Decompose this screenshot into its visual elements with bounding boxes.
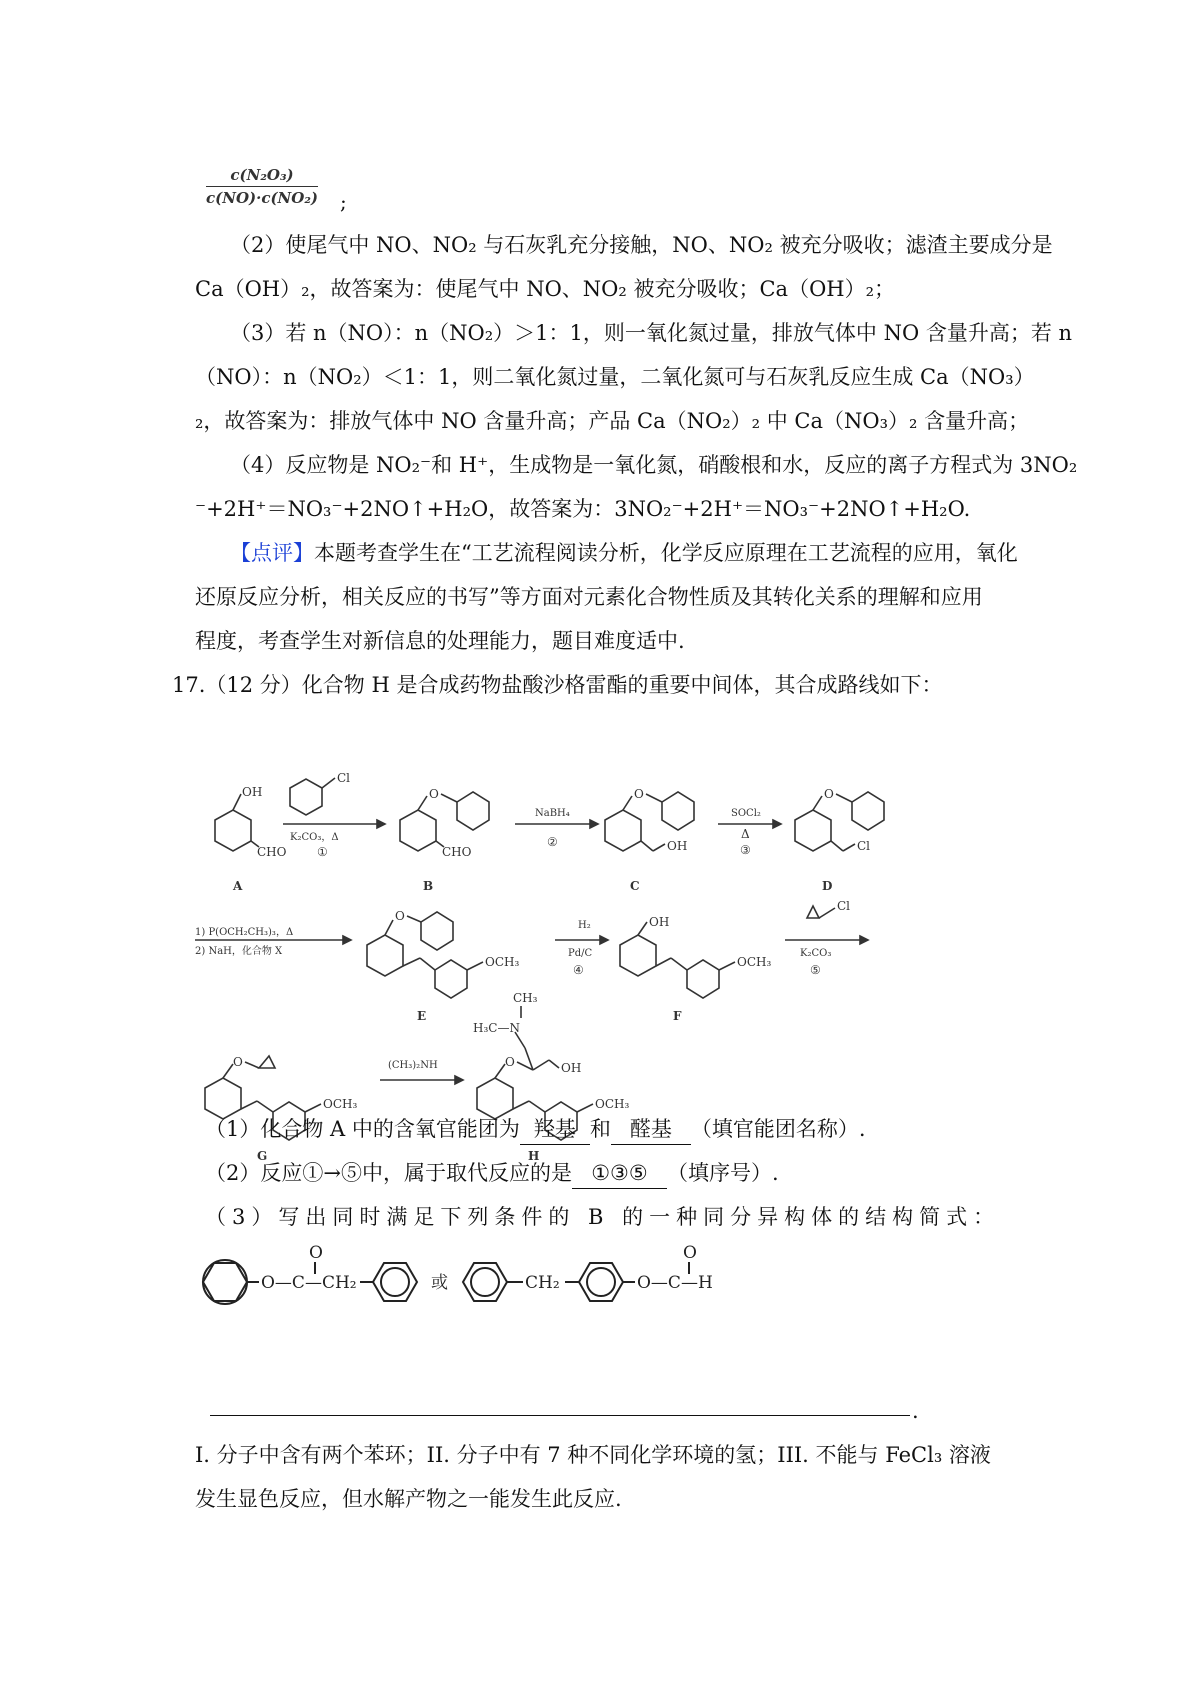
- step5-number: ⑤: [810, 963, 821, 977]
- label-d: D: [822, 879, 833, 893]
- step4-catalyst: Pd/C: [568, 948, 593, 959]
- compound-c: [605, 787, 694, 893]
- label-c: C: [630, 879, 640, 893]
- oh-label-a: OH: [242, 785, 263, 799]
- label-a: A: [233, 879, 243, 893]
- para2-line2: Ca（OH）₂，故答案为：使尾气中 NO、NO₂ 被充分吸收；Ca（OH）₂；: [195, 277, 896, 301]
- label-h: H: [528, 1149, 540, 1163]
- och3-label-h: OCH₃: [595, 1097, 630, 1111]
- compound-d: [795, 787, 884, 893]
- label-e: E: [417, 1009, 427, 1023]
- q17-header: 17.（12 分）化合物 H 是合成药物盐酸沙格雷酯的重要中间体，其合成路线如下：: [172, 673, 943, 697]
- stepE-line2: 2) NaH，化合物 X: [195, 946, 283, 957]
- step3-reagent: SOCl₂: [731, 808, 761, 819]
- och3-label-g: OCH₃: [323, 1097, 358, 1111]
- comment-line1: [230, 538, 1018, 568]
- arrow-step-e: [195, 927, 351, 957]
- arrow-step3: [718, 808, 781, 857]
- svg-text:O: O: [395, 909, 405, 923]
- synthesis-scheme: [195, 770, 915, 1165]
- fraction-semicolon: ;: [340, 190, 347, 214]
- answer-b-carbonyl-o: O: [683, 1243, 697, 1263]
- comment-line3: 程度，考查学生对新信息的处理能力，题目难度适中.: [195, 629, 685, 653]
- answer-a-chain: O—C—CH₂: [261, 1273, 357, 1293]
- para3-line2: （NO）：n（NO₂）＜1：1，则二氧化氮过量，二氧化氮可与石灰乳反应生成 Ca（NO₃）: [195, 365, 1035, 389]
- sub2-prefix: （2）反应①→⑤中，属于取代反应的是: [205, 1161, 572, 1185]
- step3-number: ③: [740, 843, 751, 857]
- answer-blank-line: [210, 1415, 910, 1416]
- compound-b: [400, 787, 489, 893]
- sub3-line: （3）写出同时满足下列条件的 B 的一种同分异构体的结构简式：: [205, 1205, 1001, 1229]
- compound-a: [215, 785, 287, 893]
- svg-text:O: O: [429, 787, 439, 801]
- svg-text:O: O: [824, 787, 834, 801]
- nme-label-h: H₃C—N: [473, 1021, 520, 1035]
- step1-number: ①: [317, 845, 328, 859]
- step2-number: ②: [547, 835, 558, 849]
- sub1-answer2: 醛基: [611, 1114, 691, 1145]
- para3-line3: ₂，故答案为：排放气体中 NO 含量升高；产品 Ca（NO₂）₂ 中 Ca（NO₃）₂ 含量升高；: [195, 409, 1030, 433]
- ch3-label-h: CH₃: [513, 991, 538, 1005]
- compound-g: [205, 1055, 357, 1163]
- step4-h2: H₂: [578, 920, 591, 931]
- answer-b-chain: O—C—H: [637, 1273, 713, 1293]
- arrow-step1: [283, 771, 385, 859]
- step5-reagent: K₂CO₃: [800, 948, 832, 959]
- condition-line1: I. 分子中含有两个苯环；II. 分子中有 7 种不同化学环境的氢；III. 不能与 FeCl₃ 溶液: [195, 1443, 991, 1467]
- oh-label-f: OH: [649, 915, 670, 929]
- compound-f: [620, 915, 771, 1023]
- sub2-line: [205, 1158, 779, 1189]
- condition-line2: 发生显色反应，但水解产物之一能发生此反应.: [195, 1487, 622, 1511]
- fraction-numerator: c(N₂O₃): [206, 166, 318, 187]
- equilibrium-fraction: [206, 166, 318, 207]
- para2-line1: （2）使尾气中 NO、NO₂ 与石灰乳充分接触，NO、NO₂ 被充分吸收；滤渣主要成分是: [230, 233, 1053, 257]
- label-f: F: [673, 1009, 682, 1023]
- stepH-reagent: (CH₃)₂NH: [388, 1060, 438, 1071]
- stepE-line1: 1) P(OCH₂CH₃)₃，Δ: [195, 927, 294, 938]
- sub1-suffix: （填官能团名称）.: [690, 1117, 866, 1141]
- label-b: B: [423, 879, 434, 893]
- sub1-prefix: （1）化合物 A 中的含氧官能团为: [205, 1117, 520, 1141]
- oh-label-c: OH: [667, 839, 688, 853]
- sub2-answer: ①③⑤: [572, 1158, 667, 1189]
- answer-or: 或: [431, 1273, 448, 1293]
- sub1-answer1: 羟基: [520, 1114, 590, 1145]
- svg-text:O: O: [634, 787, 644, 801]
- step4-number: ④: [573, 963, 584, 977]
- sub1-mid: 和: [589, 1117, 611, 1141]
- comment-line2: 还原反应分析，相关反应的书写”等方面对元素化合物性质及其转化关系的理解和应用: [195, 585, 983, 609]
- arrow-step5: [785, 899, 868, 977]
- answer-period: .: [912, 1399, 919, 1423]
- sub1-line: [205, 1114, 866, 1145]
- cl-label-d: Cl: [857, 839, 871, 853]
- cho-label-a: CHO: [257, 845, 287, 859]
- och3-label-f: OCH₃: [737, 955, 772, 969]
- step3-delta: Δ: [741, 827, 750, 841]
- answer-a-carbonyl-o: O: [309, 1243, 323, 1263]
- cl-label-reagent: Cl: [337, 771, 351, 785]
- cl-label-epoxide: Cl: [837, 899, 851, 913]
- compound-e: [367, 909, 519, 1023]
- para3-line1: （3）若 n（NO）：n（NO₂）＞1：1，则一氧化氮过量，排放气体中 NO 含量升高；若 n: [230, 321, 1073, 345]
- label-g: G: [257, 1149, 268, 1163]
- answer-structures: [195, 1240, 835, 1312]
- answer-b-ch2: CH₂: [525, 1273, 560, 1293]
- fraction-denominator: c(NO)·c(NO₂): [206, 189, 319, 207]
- para4-line2: ⁻+2H⁺＝NO₃⁻+2NO↑+H₂O，故答案为：3NO₂⁻+2H⁺＝NO₃⁻+2NO↑+H₂O.: [195, 497, 971, 521]
- step1-conditions: K₂CO₃，Δ: [290, 832, 339, 843]
- comment-tag: 【点评】: [230, 541, 314, 565]
- arrow-step4: [555, 920, 608, 977]
- svg-text:O: O: [233, 1055, 243, 1069]
- och3-label-e: OCH₃: [485, 955, 520, 969]
- sub2-suffix: （填序号）.: [666, 1161, 779, 1185]
- arrow-step2: [515, 808, 598, 849]
- para4-line1: （4）反应物是 NO₂⁻和 H⁺，生成物是一氧化氮，硝酸根和水，反应的离子方程式为 3NO₂: [230, 453, 1078, 477]
- oh-label-h: OH: [561, 1061, 582, 1075]
- cho-label-b: CHO: [442, 845, 472, 859]
- svg-text:O: O: [505, 1055, 515, 1069]
- step2-reagent: NaBH₄: [535, 808, 570, 819]
- arrow-step-h: [380, 1060, 463, 1084]
- comment-text1: 本题考查学生在“工艺流程阅读分析，化学反应原理在工艺流程的应用，氧化: [314, 541, 1018, 565]
